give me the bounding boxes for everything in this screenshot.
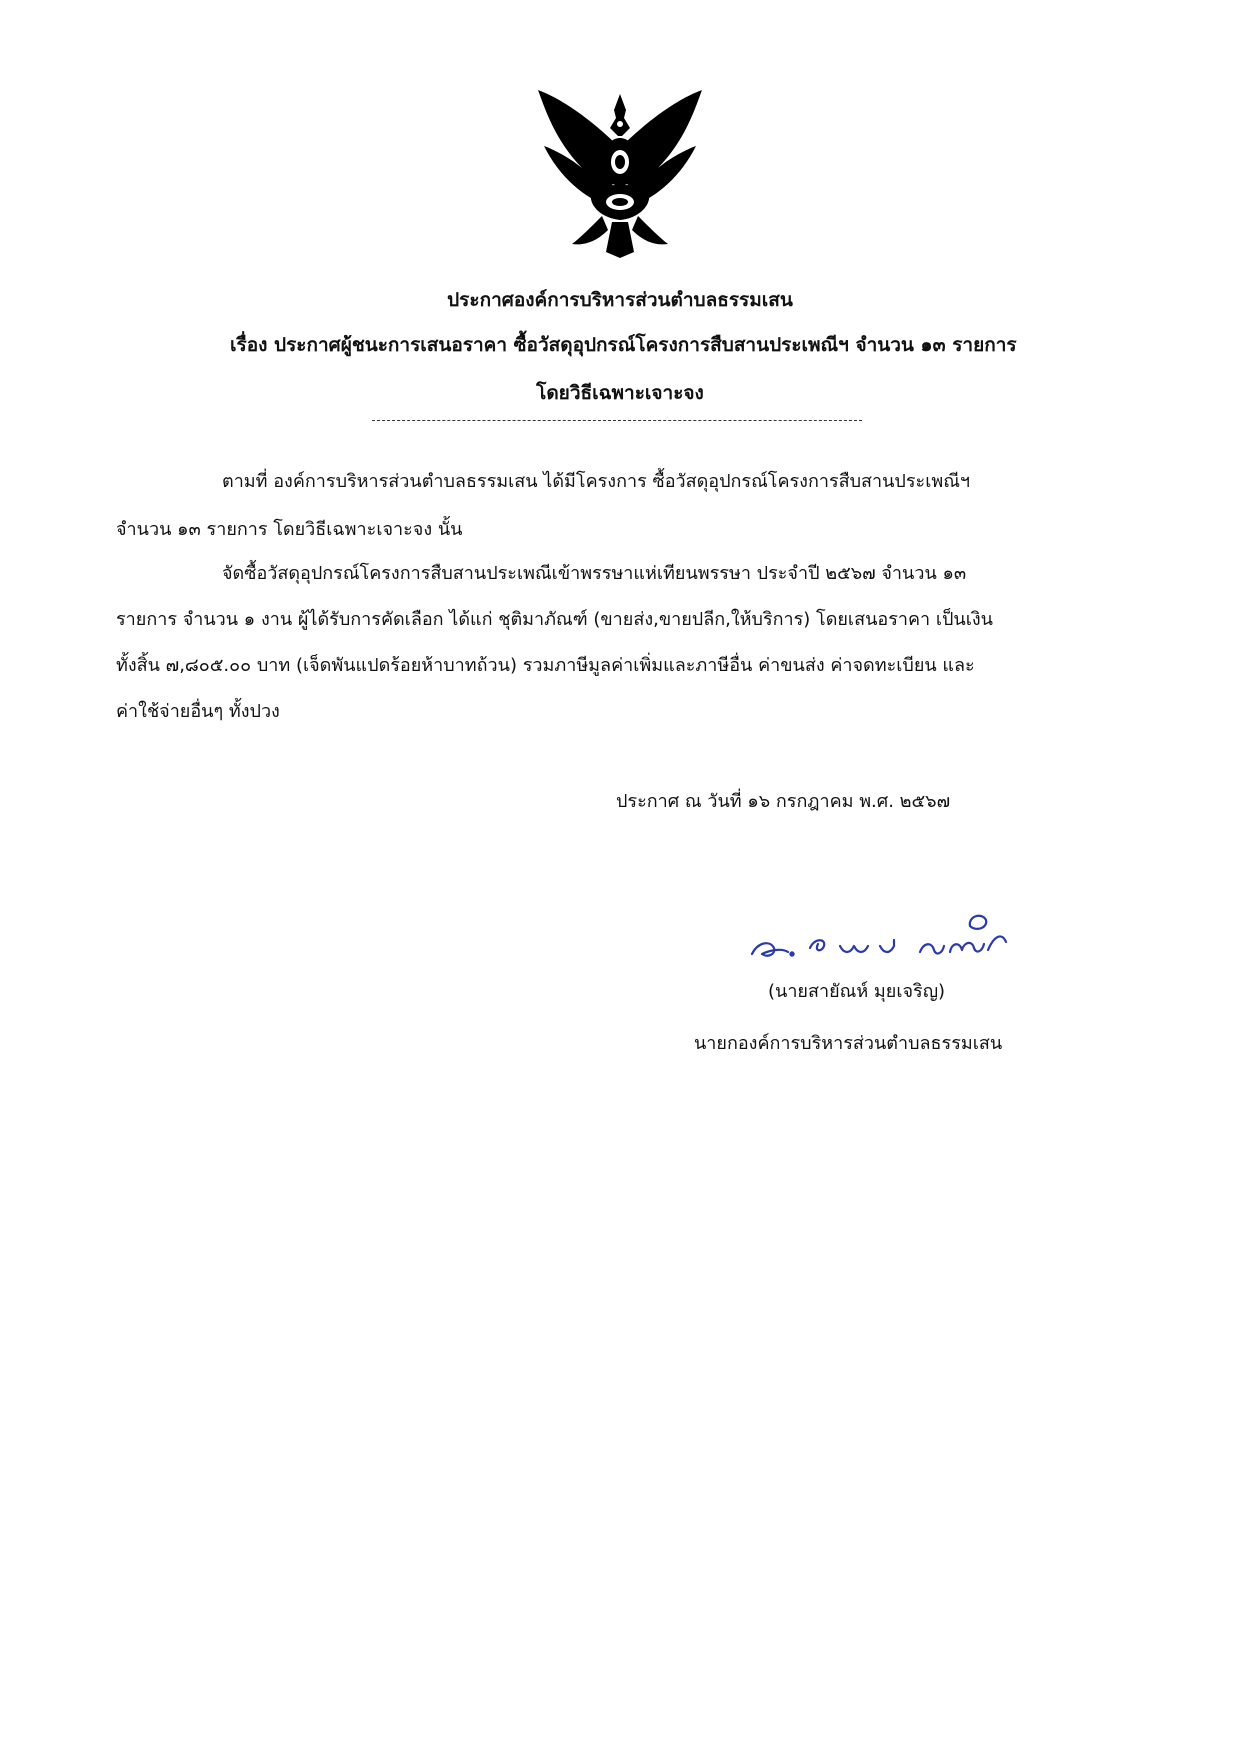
body-line: ค่าใช้จ่ายอื่นๆ ทั้งปวง (116, 701, 280, 722)
procurement-method: โดยวิธีเฉพาะเจาะจง (536, 382, 704, 404)
document-title: ประกาศองค์การบริหารส่วนตำบลธรรมเสน (447, 289, 793, 311)
document-subject: เรื่อง ประกาศผู้ชนะการเสนอราคา ซื้อวัสดุอุปกรณ์โครงการสืบสานประเพณีฯ จำนวน ๑๓ รายการ (230, 334, 1017, 356)
announcement-date: ประกาศ ณ วันที่ ๑๖ กรกฎาคม พ.ศ. ๒๕๖๗ (616, 791, 951, 812)
handwritten-signature-icon (748, 896, 1028, 966)
body-line: รายการ จำนวน ๑ งาน ผู้ได้รับการคัดเลือก ได้แก่ ชุติมาภัณฑ์ (ขายส่ง,ขายปลีก,ให้บริการ) โดยเสนอราคา เป็นเงิน (116, 609, 993, 630)
signer-position: นายกองค์การบริหารส่วนตำบลธรรมเสน (694, 1033, 1003, 1054)
body-line: ตามที่ องค์การบริหารส่วนตำบลธรรมเสน ได้มีโครงการ ซื้อวัสดุอุปกรณ์โครงการสืบสานประเพณีฯ (222, 471, 971, 492)
body-line: ทั้งสิ้น ๗,๘๐๕.๐๐ บาท (เจ็ดพันแปดร้อยห้าบาทถ้วน) รวมภาษีมูลค่าเพิ่มและภาษีอื่น ค่าขนส่ง ค่าจดทะเบียน และ (116, 655, 975, 676)
garuda-emblem-icon (530, 88, 710, 260)
signer-name: (นายสายัณห์ มุยเจริญ) (768, 981, 946, 1002)
body-line: จำนวน ๑๓ รายการ โดยวิธีเฉพาะเจาะจง นั้น (116, 519, 463, 540)
body-line: จัดซื้อวัสดุอุปกรณ์โครงการสืบสานประเพณีเข้าพรรษาแห่เทียนพรรษา ประจำปี ๒๕๖๗ จำนวน ๑๓ (222, 563, 967, 584)
separator-line (372, 420, 862, 421)
